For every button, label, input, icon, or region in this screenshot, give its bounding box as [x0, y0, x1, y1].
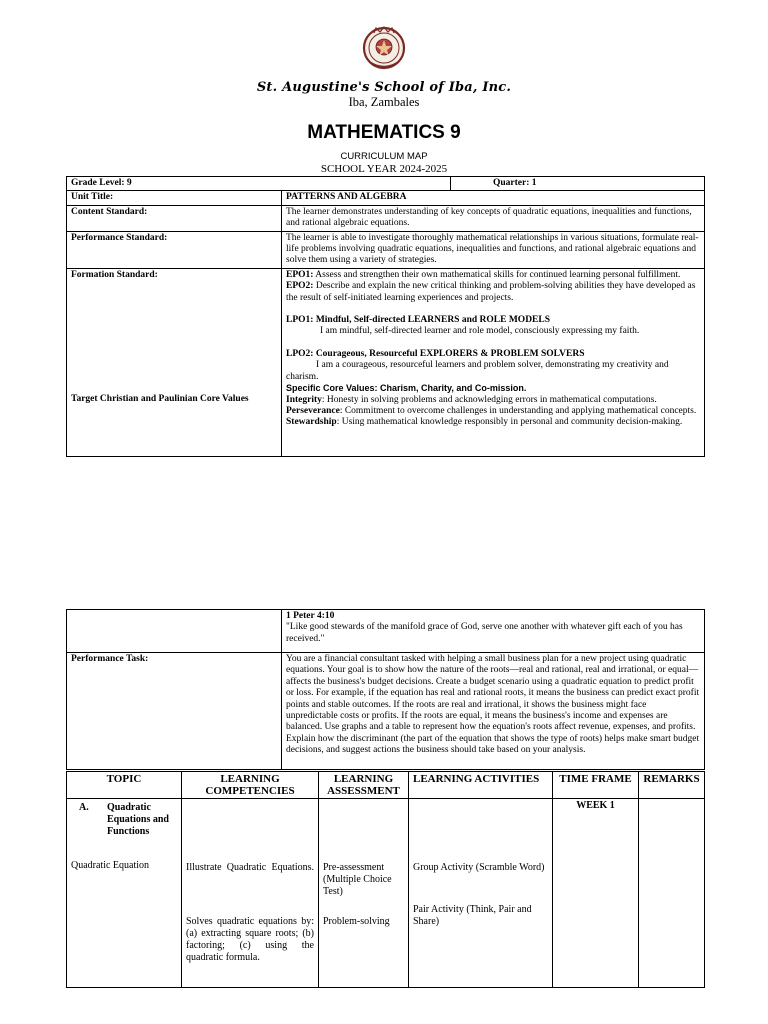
section-title: Quadratic Equations and Functions — [107, 802, 169, 837]
integrity — [286, 395, 700, 406]
performance-task-text: You are a financial consultant tasked with helping a small business plan for a new project using quadratic equations. Your goal is to show how the nature of the roots—real and rational, real and irrational, or equal—affects the business's budget decisions. Create a budget scenario using a quadratic equation to predict profit or loss. For example, if the equation has real and rational roots, it means the business can predict exact profit points and stable outcomes. If the roots are real and irrational, it shows the business might face unpredictable costs or profits. If the roots are equal, it means the business's income and expenses are balanced. Use graphs and a table to represent how the equation's roots affect revenue, expenses, and profits. Explain how the discriminant (the part of the equation that shows the type of roots) helps make smart budget decisions, and suggest actions the business should take based on your analysis. — [282, 653, 705, 770]
performance-task-label: Performance Task: — [67, 653, 282, 770]
integrity-label: Integrity — [286, 394, 322, 405]
content-standard-label: Content Standard: — [67, 205, 282, 231]
header-competencies: LEARNING COMPETENCIES — [182, 772, 319, 799]
quarter: Quarter: 1 — [451, 177, 705, 191]
header-activities: LEARNING ACTIVITIES — [409, 772, 553, 799]
epo2-label: EPO2: — [286, 281, 314, 292]
epo2 — [286, 281, 700, 304]
header-assessment: LEARNING ASSESSMENT — [319, 772, 409, 799]
perseverance — [286, 406, 700, 417]
verse-text: "Like good stewards of the manifold grace of God, serve one another with whatever gift each of you has received." — [286, 622, 683, 644]
header-time-frame: TIME FRAME — [553, 772, 639, 799]
unit-title-row — [67, 191, 705, 205]
performance-task-row — [67, 653, 705, 770]
school-name: St. Augustine's School of Iba, Inc. — [256, 80, 512, 95]
verse-reference: 1 Peter 4:10 — [286, 611, 335, 621]
specific-core-values: Specific Core Values: Charism, Charity, and Co-mission. — [286, 383, 527, 394]
performance-standard-label: Performance Standard: — [67, 231, 282, 268]
assessment-cell — [319, 799, 409, 988]
grade-level: Grade Level: 9 — [67, 177, 451, 191]
lpo1-title: LPO1: Mindful, Self-directed LEARNERS and ROLE MODELS — [286, 315, 551, 326]
activity-2: Pair Activity (Think, Pair and Share) — [413, 904, 532, 927]
epo2-text: Describe and explain the new critical thinking and problem-solving abilities they have developed as the result of self-initiated learning experiences and projects. — [286, 281, 696, 303]
competency-2: Solves quadratic equations by: (a) extracting square roots; (b) factoring; (c) using the quadratic formula. — [186, 916, 314, 963]
verse-row — [67, 610, 705, 653]
verse-task-table — [66, 609, 705, 770]
lpo1-text: I am mindful, self-directed learner and role model, consciously expressing my faith. — [320, 326, 640, 337]
map-content-row — [67, 799, 705, 988]
formation-standard-content — [282, 268, 705, 456]
perseverance-text: : Commitment to overcome challenges in understanding and applying mathematical concepts. — [339, 405, 697, 416]
activity-1: Group Activity (Scramble Word) — [413, 862, 545, 873]
school-location: Iba, Zambales — [348, 95, 420, 109]
verse-cell — [282, 610, 705, 653]
document-title: MATHEMATICS 9 — [307, 122, 461, 143]
curriculum-info-table — [66, 176, 705, 457]
activities-cell — [409, 799, 553, 988]
core-values-label: Target Christian and Paulinian Core Values — [71, 393, 249, 404]
map-header-row — [67, 772, 705, 799]
epo1-text: Assess and strengthen their own mathematical skills for continued learning personal fulfillment. — [313, 269, 681, 280]
epo1 — [286, 270, 700, 281]
formation-standard-label: Formation Standard: — [71, 269, 158, 280]
header-remarks: REMARKS — [639, 772, 705, 799]
topic-quadratic-equation: Quadratic Equation — [71, 860, 150, 871]
performance-standard-row — [67, 231, 705, 268]
school-year: SCHOOL YEAR 2024-2025 — [320, 163, 448, 175]
curriculum-map-table — [66, 771, 705, 988]
content-standard-row — [67, 205, 705, 231]
stewardship-label: Stewardship — [286, 417, 337, 428]
section-marker: A. — [79, 802, 89, 813]
section-heading — [71, 802, 177, 838]
verse-label-empty — [67, 610, 282, 653]
grade-row — [67, 177, 705, 191]
remarks-cell — [639, 799, 705, 988]
unit-title: PATTERNS AND ALGEBRA — [282, 191, 705, 205]
formation-standard-row — [67, 268, 705, 456]
stewardship-text: : Using mathematical knowledge responsibly in personal and community decision-making. — [336, 417, 683, 428]
week-1: WEEK 1 — [553, 799, 639, 988]
competencies-cell — [182, 799, 319, 988]
unit-title-label: Unit Title: — [67, 191, 282, 205]
perseverance-label: Perseverance — [286, 405, 340, 416]
performance-standard: The learner is able to investigate thoroughly mathematical relationships in various situations, formulate real-life problems involving quadratic equations, inequalities and functions, and rational algebraic equations and solve them using a variety of strategies. — [282, 231, 705, 268]
integrity-text: : Honesty in solving problems and acknowledging errors in mathematical computations. — [321, 394, 657, 405]
formation-label-cell — [67, 268, 282, 456]
assessment-1: Pre-assessment (Multiple Choice Test) — [323, 862, 392, 897]
content-standard: The learner demonstrates understanding of key concepts of quadratic equations, inequalities and functions, and rational algebraic equations. — [282, 205, 705, 231]
header-topic: TOPIC — [67, 772, 182, 799]
assessment-2: Problem-solving — [323, 916, 390, 927]
document-subtitle: CURRICULUM MAP — [340, 151, 428, 162]
school-seal-logo — [360, 24, 408, 72]
lpo2-text — [286, 360, 700, 383]
lpo2-text-body: I am a courageous, resourceful learners and problem solver, demonstrating my creativity and charism. — [286, 360, 669, 382]
lpo2-title: LPO2: Courageous, Resourceful EXPLORERS & PROBLEM SOLVERS — [286, 348, 585, 359]
epo1-label: EPO1: — [286, 269, 314, 280]
competency-1: Illustrate Quadratic Equations. — [186, 862, 314, 873]
topic-cell — [67, 799, 182, 988]
stewardship — [286, 417, 700, 428]
